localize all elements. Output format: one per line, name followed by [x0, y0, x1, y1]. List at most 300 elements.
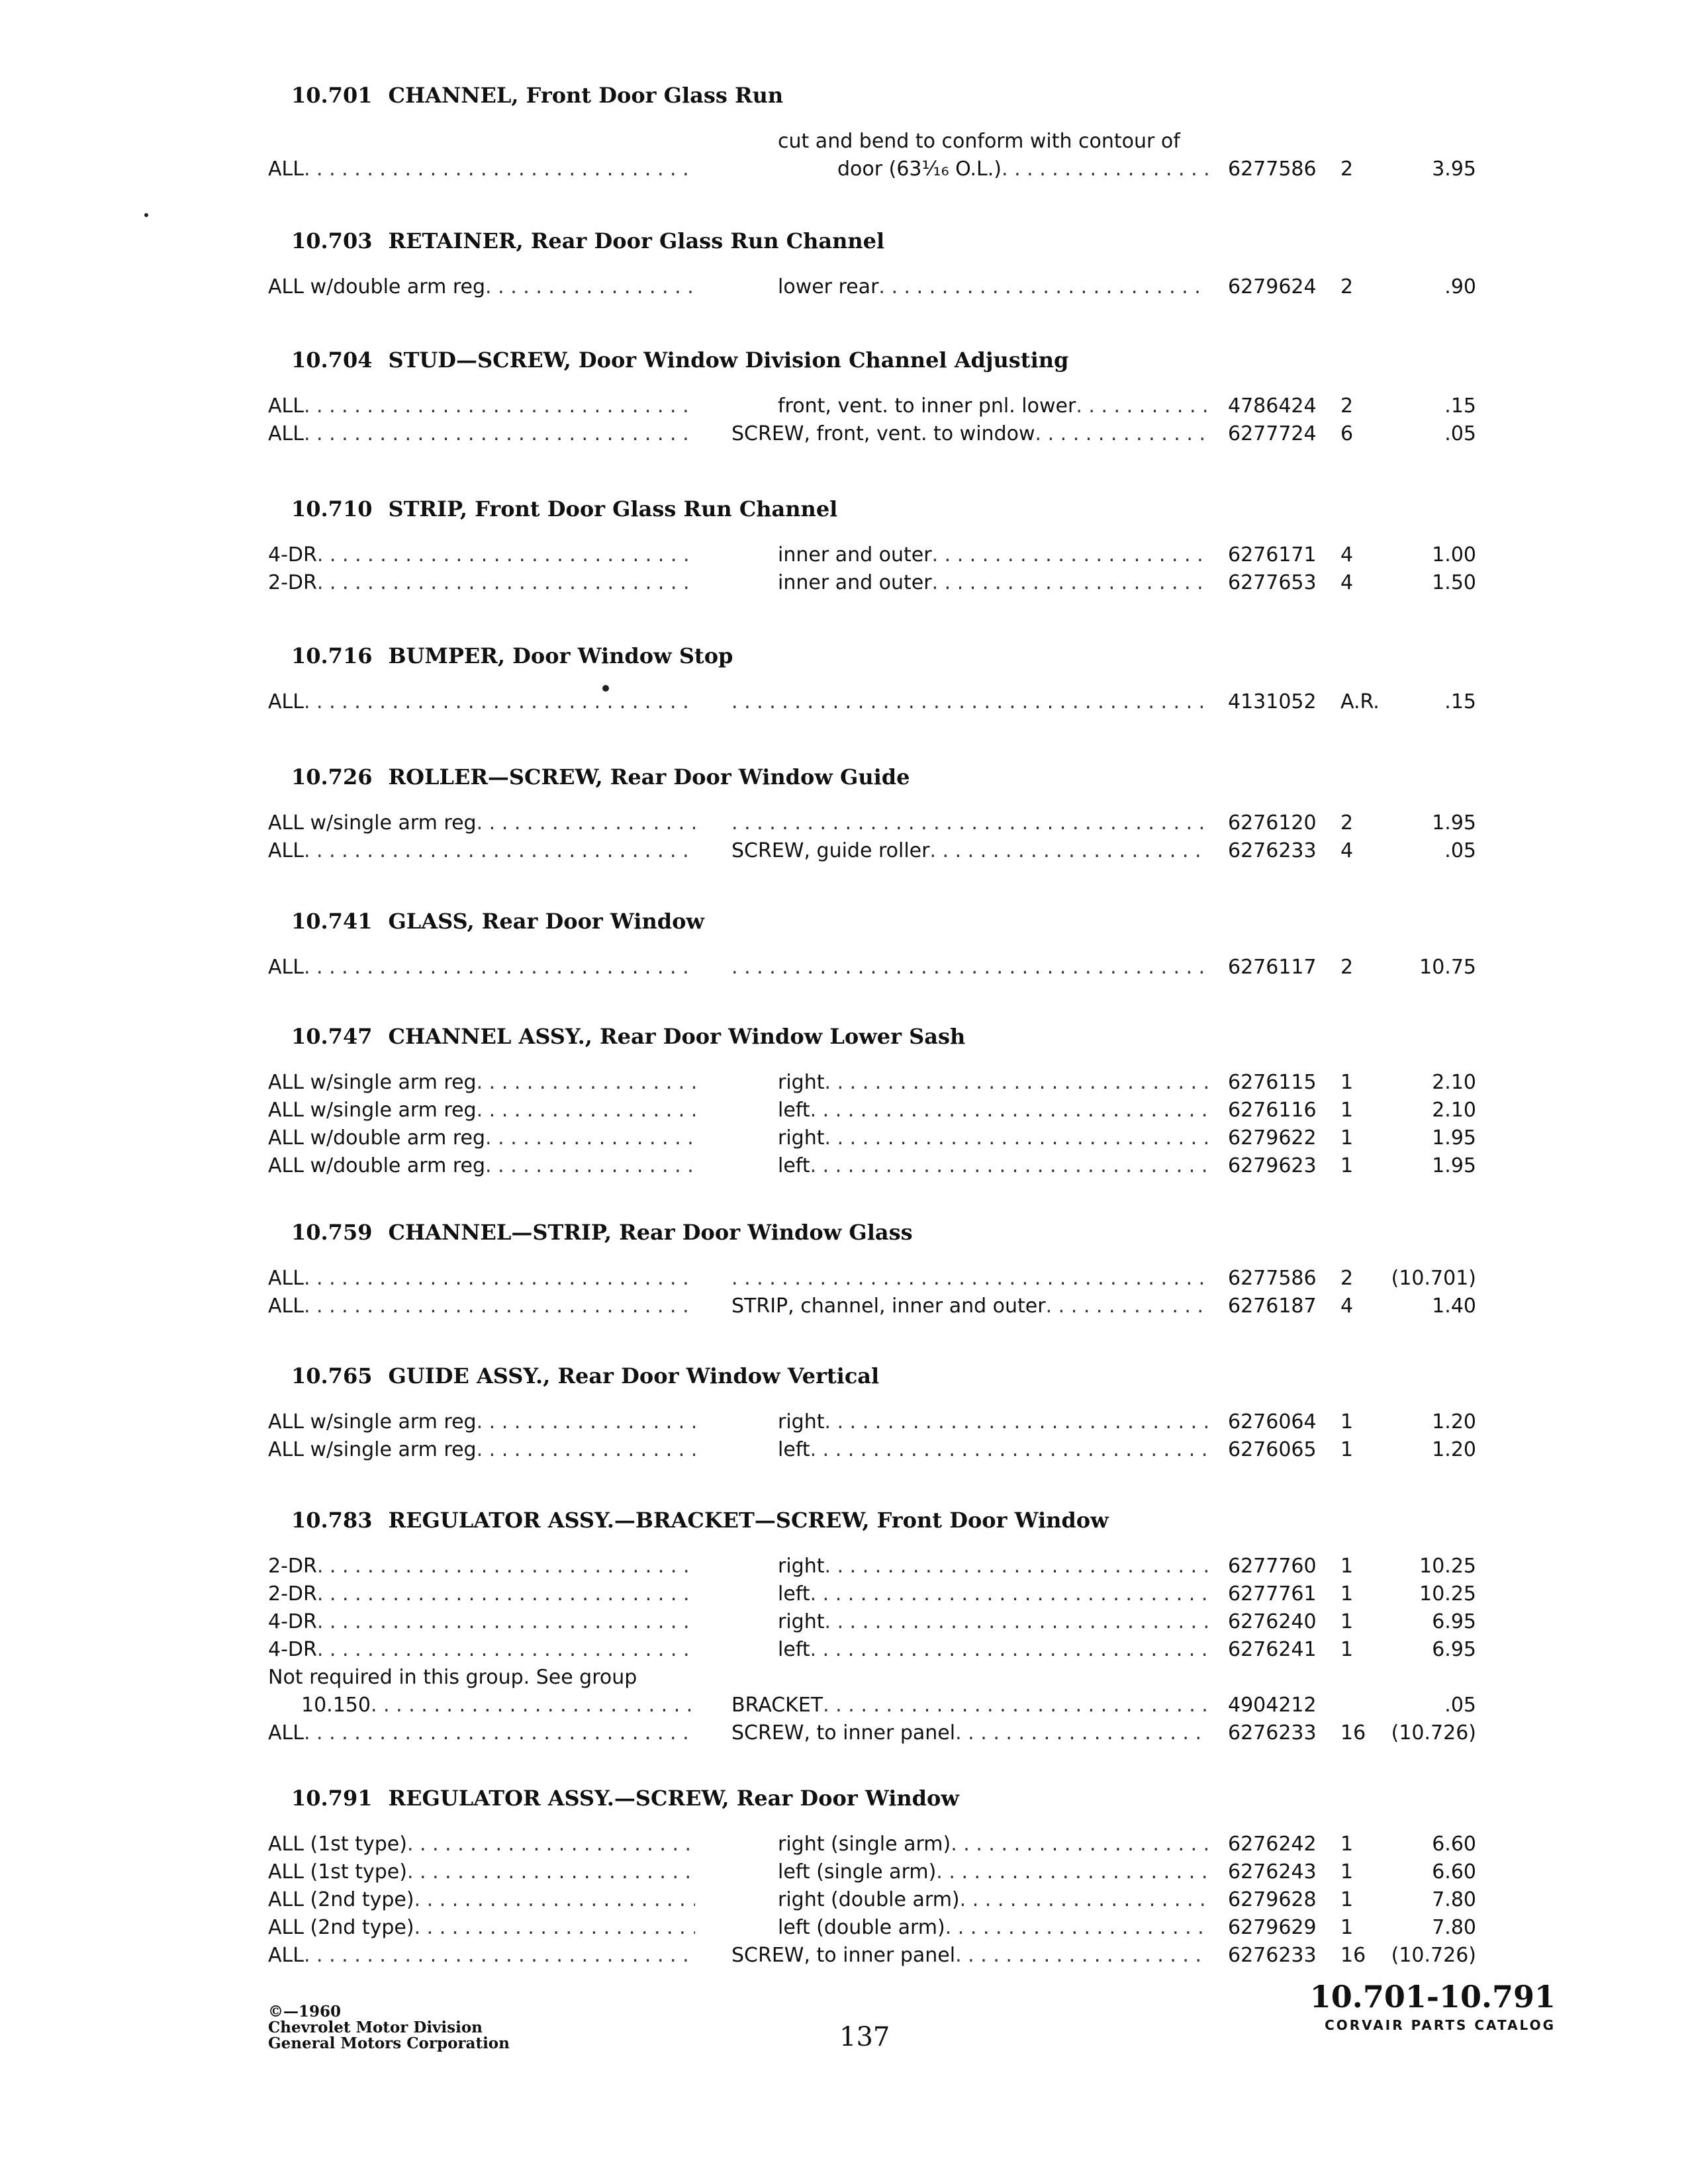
application-leader: [268, 1858, 695, 1886]
description-text: door (63⅟₁₆ O.L.): [837, 158, 1002, 181]
application-cell: [268, 1580, 695, 1608]
parts-row: [0, 1719, 1688, 1747]
quantity: 1: [1340, 1126, 1354, 1150]
dot-leader: [317, 1608, 695, 1636]
price: .15: [1444, 690, 1476, 713]
application-leader: [268, 1719, 695, 1747]
application-text: ALL (1st type): [268, 1833, 407, 1856]
application-leader: [268, 1553, 695, 1580]
parts-row: [0, 392, 1688, 420]
dot-leader: [955, 1942, 1208, 1970]
dot-leader: [477, 1436, 695, 1464]
description-leader: [731, 1293, 1208, 1320]
application-cell: [268, 1408, 695, 1436]
dot-leader: [731, 688, 1208, 716]
quantity: A.R.: [1340, 690, 1380, 713]
section-heading: [291, 909, 704, 934]
section-heading: [291, 228, 884, 253]
part-number: 6277586: [1228, 1267, 1317, 1290]
dot-leader: [878, 273, 1208, 301]
application-text: ALL w/single arm reg: [268, 811, 477, 835]
description-cell: [731, 837, 1208, 865]
section-heading: [291, 83, 783, 108]
quantity: 1: [1340, 1154, 1354, 1177]
description-cell: [731, 1719, 1208, 1747]
quantity: 1: [1340, 1099, 1354, 1122]
parts-rows: [0, 1831, 1688, 1970]
parts-rows: [0, 809, 1688, 865]
dot-leader: [407, 1858, 695, 1886]
price: 7.80: [1432, 1916, 1476, 1939]
section-title: CHANNEL ASSY., Rear Door Window Lower Sash: [388, 1024, 966, 1049]
part-number: 6277761: [1228, 1582, 1317, 1606]
description-cell: [731, 1124, 1208, 1152]
application-text: ALL: [268, 1267, 304, 1290]
parts-row: [0, 1942, 1688, 1970]
print-speck: [602, 685, 609, 692]
section-heading: [291, 1220, 913, 1245]
description-leader: [731, 420, 1208, 448]
group-range: 10.701-10.791: [1309, 1979, 1556, 2015]
application-leader: [268, 1886, 695, 1914]
application-leader: [268, 1124, 695, 1152]
dot-leader: [304, 392, 695, 420]
part-number: 6277586: [1228, 158, 1317, 181]
price: .05: [1444, 1694, 1476, 1717]
parts-row: [0, 1152, 1688, 1180]
section-number: 10.765: [291, 1363, 373, 1388]
parts-row: [0, 1636, 1688, 1664]
parts-row: [0, 1408, 1688, 1436]
price: .15: [1444, 394, 1476, 418]
dot-leader: [932, 569, 1208, 597]
application-leader: [268, 1692, 695, 1719]
description-text: inner and outer: [778, 571, 932, 594]
dot-leader: [810, 1636, 1208, 1664]
price: 1.20: [1432, 1438, 1476, 1461]
part-number: 6276065: [1228, 1438, 1317, 1461]
application-cell: [268, 156, 695, 183]
quantity: 1: [1340, 1438, 1354, 1461]
description-leader: [731, 1069, 1208, 1097]
description-text: SCREW, guide roller: [731, 839, 930, 862]
description-cell: [731, 1831, 1208, 1858]
application-cell: [268, 1124, 695, 1152]
price: 6.60: [1432, 1833, 1476, 1856]
parts-rows: [0, 1553, 1688, 1747]
description-text: right: [778, 1071, 825, 1094]
dot-leader: [485, 1152, 695, 1180]
section-heading: [291, 764, 910, 790]
section-title: STRIP, Front Door Glass Run Channel: [388, 496, 838, 522]
price: .05: [1444, 422, 1476, 445]
part-number: 6279622: [1228, 1126, 1317, 1150]
price: 6.95: [1432, 1610, 1476, 1633]
description-cell: [731, 1436, 1208, 1464]
parts-row: [0, 1124, 1688, 1152]
description-cell: [731, 1608, 1208, 1636]
part-number: 6276240: [1228, 1610, 1317, 1633]
description-text: left: [778, 1099, 810, 1122]
application-cell: [268, 1097, 695, 1124]
part-number: 6279623: [1228, 1154, 1317, 1177]
description-leader: [731, 1553, 1208, 1580]
parts-row: [0, 569, 1688, 597]
section-title: GLASS, Rear Door Window: [388, 909, 704, 934]
description-leader: [731, 1719, 1208, 1747]
parts-row: [0, 1293, 1688, 1320]
description-leader: [731, 1858, 1208, 1886]
application-leader: [268, 1293, 695, 1320]
application-leader: [268, 392, 695, 420]
application-cell: [268, 273, 695, 301]
description-cell: [731, 1636, 1208, 1664]
quantity: 1: [1340, 1610, 1354, 1633]
parts-row: [0, 809, 1688, 837]
description-cell: [731, 1152, 1208, 1180]
application-leader: [268, 1580, 695, 1608]
section-number: 10.741: [291, 909, 373, 934]
section-title: CHANNEL—STRIP, Rear Door Window Glass: [388, 1220, 913, 1245]
description-cell: [731, 954, 1208, 981]
description-cell: [731, 1553, 1208, 1580]
section-number: 10.759: [291, 1220, 373, 1245]
description-text: SCREW, front, vent. to window: [731, 422, 1035, 445]
parts-row: [0, 1265, 1688, 1293]
application-text: ALL w/double arm reg: [268, 1126, 486, 1150]
application-leader: [268, 1265, 695, 1293]
quantity: 1: [1340, 1638, 1354, 1661]
parts-rows: [0, 1408, 1688, 1464]
parts-row: [0, 1858, 1688, 1886]
application-cell: [268, 1719, 695, 1747]
dot-leader: [951, 1831, 1208, 1858]
section-number: 10.791: [291, 1786, 373, 1811]
description-text: right: [778, 1610, 825, 1633]
application-leader: [268, 1152, 695, 1180]
application-text: ALL w/single arm reg: [268, 1410, 477, 1433]
price: 10.75: [1419, 956, 1476, 979]
quantity: 1: [1340, 1860, 1354, 1884]
section-title: RETAINER, Rear Door Glass Run Channel: [388, 228, 885, 253]
description-leader: [731, 273, 1208, 301]
dot-leader: [304, 954, 695, 981]
dot-leader: [960, 1886, 1208, 1914]
dot-leader: [317, 1553, 695, 1580]
parts-row: [0, 1097, 1688, 1124]
application-text: 4-DR: [268, 543, 317, 567]
quantity: 1: [1340, 1555, 1354, 1578]
dot-leader: [304, 688, 695, 716]
quantity: 1: [1340, 1888, 1354, 1911]
application-text: ALL: [268, 422, 304, 445]
description-cell: [731, 1914, 1208, 1942]
description-text: inner and outer: [778, 543, 932, 567]
description-text: left: [778, 1154, 810, 1177]
application-cell: [268, 1069, 695, 1097]
price: 1.95: [1432, 811, 1476, 835]
description-leader: [731, 1942, 1208, 1970]
part-number: 4131052: [1228, 690, 1317, 713]
application-text: 2-DR: [268, 1555, 317, 1578]
part-number: 4904212: [1228, 1694, 1317, 1717]
quantity: 1: [1340, 1833, 1354, 1856]
dot-leader: [304, 420, 695, 448]
price: 3.95: [1432, 158, 1476, 181]
part-number: 6277760: [1228, 1555, 1317, 1578]
description-cell: [731, 392, 1208, 420]
part-number: 6276117: [1228, 956, 1317, 979]
dot-leader: [485, 1124, 695, 1152]
application-text: ALL: [268, 394, 304, 418]
description-cell: [731, 420, 1208, 448]
application-cell: [268, 541, 695, 569]
parts-row: [0, 541, 1688, 569]
quantity: 2: [1340, 158, 1354, 181]
price: 2.10: [1432, 1099, 1476, 1122]
application-leader: [268, 569, 695, 597]
application-cell: [268, 688, 695, 716]
section-heading: [291, 496, 837, 522]
part-number: 6276233: [1228, 1721, 1317, 1745]
price: .90: [1444, 275, 1476, 298]
parts-row: [0, 128, 1688, 183]
price: (10.726): [1391, 1944, 1476, 1967]
dot-leader: [407, 1831, 695, 1858]
description-leader: [731, 1886, 1208, 1914]
description-leader: [731, 1831, 1208, 1858]
parts-row: [0, 837, 1688, 865]
parts-row: [0, 1664, 1688, 1719]
dot-leader: [477, 1408, 695, 1436]
description-leader: [731, 1692, 1208, 1719]
parts-rows: [0, 392, 1688, 448]
description-text: SCREW, to inner panel: [731, 1944, 956, 1967]
dot-leader: [371, 1692, 695, 1719]
parts-row: [0, 420, 1688, 448]
price: 1.40: [1432, 1295, 1476, 1318]
description-cell: [731, 1097, 1208, 1124]
dot-leader: [317, 541, 695, 569]
application-leader: [268, 273, 695, 301]
application-leader: [268, 156, 695, 183]
description-cell: [731, 569, 1208, 597]
part-number: 6276241: [1228, 1638, 1317, 1661]
application-cell: [268, 1886, 695, 1914]
quantity: 16: [1340, 1944, 1366, 1967]
division-name: Chevrolet Motor Division: [268, 2019, 483, 2036]
dot-leader: [810, 1436, 1208, 1464]
price: 6.95: [1432, 1638, 1476, 1661]
description-leader: [731, 837, 1208, 865]
parts-row: [0, 1886, 1688, 1914]
application-leader: [268, 1097, 695, 1124]
dot-leader: [477, 1069, 695, 1097]
description-text: SCREW, to inner panel: [731, 1721, 956, 1745]
dot-leader: [317, 1580, 695, 1608]
catalog-name: CORVAIR PARTS CATALOG: [1325, 2017, 1556, 2033]
quantity: 2: [1340, 811, 1354, 835]
description-leader: [731, 1097, 1208, 1124]
parts-row: [0, 1580, 1688, 1608]
dot-leader: [304, 1942, 695, 1970]
section-title: BUMPER, Door Window Stop: [388, 643, 733, 668]
quantity: 16: [1340, 1721, 1366, 1745]
application-line: Not required in this group. See group: [268, 1666, 637, 1689]
price: 1.50: [1432, 571, 1476, 594]
price: .05: [1444, 839, 1476, 862]
application-leader: [268, 1914, 695, 1942]
application-leader: [268, 1636, 695, 1664]
description-text: right (single arm): [778, 1833, 951, 1856]
section-number: 10.783: [291, 1508, 373, 1533]
application-text: ALL: [268, 1944, 304, 1967]
application-cell: [268, 809, 695, 837]
application-cell: [268, 1436, 695, 1464]
price: 1.20: [1432, 1410, 1476, 1433]
parts-rows: [0, 1265, 1688, 1320]
description-cell: [731, 1942, 1208, 1970]
description-leader: [731, 954, 1208, 981]
dot-leader: [825, 1408, 1209, 1436]
description-line: cut and bend to conform with contour of: [778, 130, 1180, 153]
dot-leader: [1076, 392, 1208, 420]
parts-rows: [0, 128, 1688, 183]
dot-leader: [731, 954, 1208, 981]
application-leader: [268, 541, 695, 569]
part-number: 6279629: [1228, 1916, 1317, 1939]
quantity: 2: [1340, 275, 1354, 298]
section-title: CHANNEL, Front Door Glass Run: [388, 83, 784, 108]
application-cell: [268, 1265, 695, 1293]
part-number: 6276233: [1228, 839, 1317, 862]
application-cell: [268, 1293, 695, 1320]
section-number: 10.701: [291, 83, 373, 108]
quantity: 2: [1340, 956, 1354, 979]
description-cell: [731, 1265, 1208, 1293]
quantity: 1: [1340, 1071, 1354, 1094]
parts-rows: [0, 1069, 1688, 1180]
price: 6.60: [1432, 1860, 1476, 1884]
corporation-name: General Motors Corporation: [268, 2034, 510, 2052]
description-leader: [731, 1408, 1208, 1436]
description-cell: [731, 1293, 1208, 1320]
description-cell: [731, 273, 1208, 301]
application-cell: [268, 837, 695, 865]
quantity: 1: [1340, 1410, 1354, 1433]
application-leader: [268, 420, 695, 448]
parts-row: [0, 273, 1688, 301]
description-leader: [731, 1636, 1208, 1664]
parts-row: [0, 1553, 1688, 1580]
description-text: left: [778, 1582, 810, 1606]
part-number: 6277724: [1228, 422, 1317, 445]
part-number: 6276242: [1228, 1833, 1317, 1856]
quantity: 4: [1340, 1295, 1354, 1318]
parts-row: [0, 1831, 1688, 1858]
application-leader: [268, 688, 695, 716]
dot-leader: [477, 809, 695, 837]
application-leader: [268, 1942, 695, 1970]
application-text: ALL w/double arm reg: [268, 1154, 486, 1177]
description-cell: [731, 1580, 1208, 1608]
section-title: GUIDE ASSY., Rear Door Window Vertical: [388, 1363, 880, 1388]
description-text: front, vent. to inner pnl. lower: [778, 394, 1076, 418]
application-leader: [268, 1608, 695, 1636]
dot-leader: [825, 1069, 1209, 1097]
quantity: 1: [1340, 1916, 1354, 1939]
dot-leader: [304, 1293, 695, 1320]
application-cell: [268, 1858, 695, 1886]
description-cell: [731, 1692, 1208, 1719]
application-cell: [268, 1152, 695, 1180]
application-text: ALL w/single arm reg: [268, 1099, 477, 1122]
dot-leader: [1002, 156, 1208, 183]
print-speck: [144, 213, 148, 217]
application-cell: [268, 1608, 695, 1636]
part-number: 6279624: [1228, 275, 1317, 298]
quantity: 4: [1340, 839, 1354, 862]
application-text: ALL w/single arm reg: [268, 1071, 477, 1094]
description-leader: [731, 156, 1208, 183]
page-number: 137: [839, 2022, 890, 2052]
description-text: lower rear: [778, 275, 879, 298]
section-heading: [291, 1786, 959, 1811]
application-text: ALL w/single arm reg: [268, 1438, 477, 1461]
part-number: 6276116: [1228, 1099, 1317, 1122]
application-leader: [268, 1831, 695, 1858]
description-text: right (double arm): [778, 1888, 960, 1911]
section-title: ROLLER—SCREW, Rear Door Window Guide: [388, 764, 910, 790]
application-text: 4-DR: [268, 1610, 317, 1633]
description-leader: [731, 1124, 1208, 1152]
description-leader: [731, 1152, 1208, 1180]
application-cell: [268, 1664, 695, 1719]
description-cell: [731, 688, 1208, 716]
application-cell: [268, 1942, 695, 1970]
section-number: 10.726: [291, 764, 373, 790]
quantity: 1: [1340, 1582, 1354, 1606]
quantity: 2: [1340, 1267, 1354, 1290]
application-cell: [268, 1636, 695, 1664]
dot-leader: [414, 1914, 695, 1942]
application-cell: [268, 569, 695, 597]
application-cell: [268, 420, 695, 448]
part-number: 6279628: [1228, 1888, 1317, 1911]
dot-leader: [810, 1152, 1208, 1180]
parts-rows: [0, 688, 1688, 716]
quantity: 4: [1340, 543, 1354, 567]
section-heading: [291, 1363, 879, 1388]
description-leader: [731, 688, 1208, 716]
price: 1.95: [1432, 1126, 1476, 1150]
description-leader: [731, 1580, 1208, 1608]
price: 10.25: [1419, 1555, 1476, 1578]
description-text: left: [778, 1638, 810, 1661]
price: (10.701): [1391, 1267, 1476, 1290]
application-text: ALL (2nd type): [268, 1916, 414, 1939]
application-cell: [268, 954, 695, 981]
description-leader: [731, 569, 1208, 597]
dot-leader: [477, 1097, 695, 1124]
dot-leader: [304, 1265, 695, 1293]
dot-leader: [936, 1858, 1208, 1886]
parts-rows: [0, 954, 1688, 981]
copyright: ©—1960: [268, 2003, 342, 2021]
dot-leader: [304, 1719, 695, 1747]
description-cell: [731, 809, 1208, 837]
section-heading: [291, 1024, 965, 1049]
